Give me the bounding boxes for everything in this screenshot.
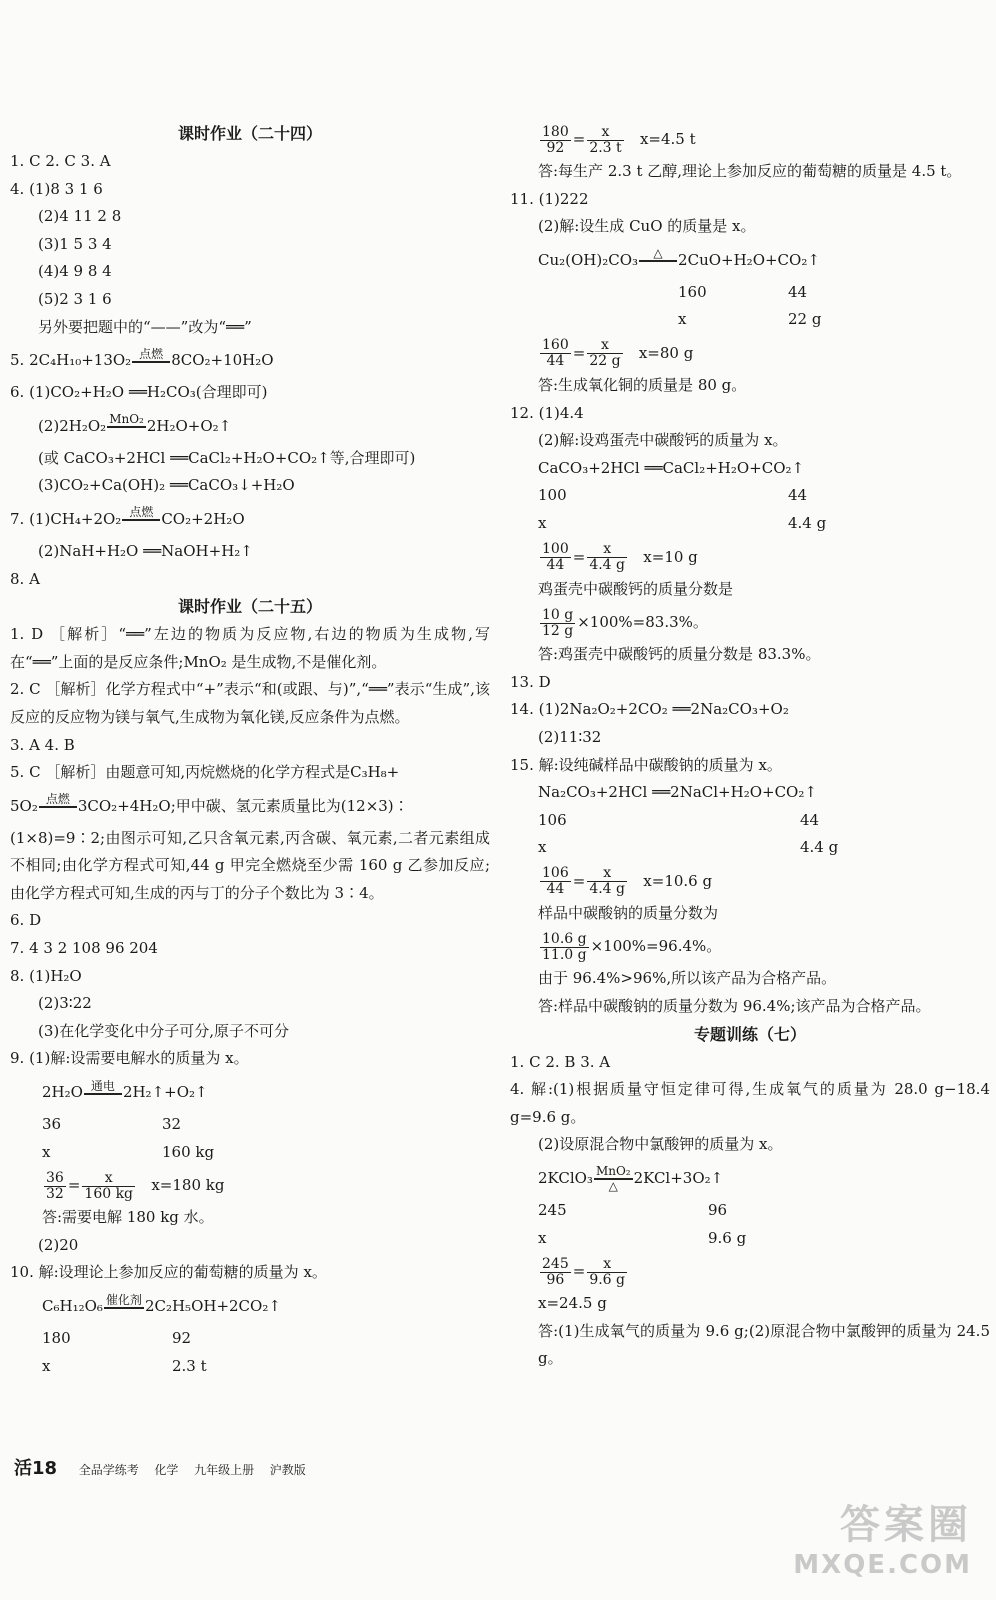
fraction-denominator: 2.3 t bbox=[589, 139, 622, 156]
equation-text: 8CO₂+10H₂O bbox=[171, 351, 274, 370]
fraction-numerator: 160 bbox=[542, 337, 569, 354]
fraction bbox=[540, 608, 575, 639]
reaction-equation bbox=[510, 241, 990, 279]
text-paragraph: 答:(1)生成氧气的质量为 9.6 g;(2)原混合物中氯酸钾的质量为 24.5 g。 bbox=[538, 1321, 990, 1368]
equation-cell: 245 bbox=[538, 1201, 567, 1220]
equation-row bbox=[10, 1325, 490, 1353]
equation-text: x=10 g bbox=[629, 547, 698, 566]
fraction-denominator: 11.0 g bbox=[542, 946, 587, 963]
reaction-condition bbox=[132, 348, 170, 375]
equation-cell: 96 bbox=[708, 1201, 728, 1220]
fraction-denominator: 4.4 g bbox=[589, 881, 625, 898]
equation-cell: 100 bbox=[538, 486, 567, 505]
equation-cell: 44 bbox=[788, 486, 808, 505]
condition-below bbox=[104, 1309, 144, 1321]
equation-cell: 44 bbox=[800, 810, 820, 829]
fraction-numerator: 106 bbox=[542, 865, 569, 882]
equation-cell: 4.4 g bbox=[788, 513, 827, 532]
equation-text: 2KCl+3O₂↑ bbox=[633, 1169, 724, 1188]
fraction bbox=[540, 932, 589, 963]
fraction bbox=[587, 866, 627, 897]
watermark bbox=[793, 1493, 972, 1580]
section-heading: 课时作业（二十四） bbox=[177, 124, 322, 143]
equation-cell: 180 bbox=[42, 1329, 71, 1347]
condition-above: MnO₂ bbox=[595, 1164, 631, 1179]
fraction bbox=[587, 1257, 627, 1288]
equation-text: = bbox=[572, 343, 586, 362]
text-line: (5)2 3 1 6 bbox=[38, 289, 112, 308]
text-paragraph: 5. C ［解析］由题意可知,丙烷燃烧的化学方程式是C₃H₈+ bbox=[10, 763, 400, 782]
text-line: 6. (1)CO₂+H₂O ══H₂CO₃(合理即可) bbox=[10, 383, 268, 402]
equation-text: x=10.6 g bbox=[629, 871, 713, 890]
equation-cell: x bbox=[42, 1356, 51, 1375]
fraction-numerator: 245 bbox=[542, 1255, 569, 1272]
fraction-denominator: 44 bbox=[546, 881, 565, 898]
condition-below bbox=[122, 521, 160, 533]
text-paragraph: (1×8)=9∶2;由图示可知,乙只含氧元素,丙含碳、氧元素,二者元素组成不相同;由化学方程式可知,44 g 甲完全燃烧至少需 160 g 乙参加反应;由化学方程式可知,生成的丙与丁的分子个数比为 3∶4。 bbox=[10, 828, 490, 902]
fraction-numerator: 100 bbox=[542, 541, 569, 558]
text-line: 9. (1)解:设需要电解水的质量为 x。 bbox=[10, 1049, 249, 1068]
text-line: 14. (1)2Na₂O₂+2CO₂ ══2Na₂CO₃+O₂ bbox=[510, 700, 789, 719]
equation-text: Cu₂(OH)₂CO₃ bbox=[538, 250, 639, 269]
fraction-denominator: 160 kg bbox=[84, 1185, 134, 1202]
text-paragraph: 4. 解:(1)根据质量守恒定律可得,生成氧气的质量为 28.0 g−18.4 g=9.6 g。 bbox=[510, 1080, 990, 1126]
text-line: (2)设原混合物中氯酸钾的质量为 x。 bbox=[538, 1135, 783, 1154]
reaction-condition bbox=[639, 247, 677, 274]
equation-row bbox=[510, 1197, 990, 1225]
fraction-denominator: 9.6 g bbox=[589, 1271, 625, 1288]
text-line: 鸡蛋壳中碳酸钙的质量分数是 bbox=[538, 579, 734, 598]
fraction bbox=[540, 866, 571, 897]
text-line: 1. C 2. C 3. A bbox=[10, 152, 111, 170]
equation-cell: x bbox=[678, 310, 687, 329]
text-line: 8. (1)H₂O bbox=[10, 966, 82, 985]
fraction-denominator: 32 bbox=[46, 1185, 64, 1202]
fraction-numerator: x bbox=[587, 125, 623, 141]
equation-text: 3CO₂+4H₂O;甲中碳、氢元素质量比为(12×3)∶ bbox=[77, 796, 409, 815]
text-line: 3. A 4. B bbox=[10, 735, 75, 754]
text-line: (2)11∶32 bbox=[538, 727, 602, 746]
equation-cell: 44 bbox=[788, 282, 808, 301]
fraction-denominator: 22 g bbox=[589, 353, 621, 370]
text-line: (3)CO₂+Ca(OH)₂ ══CaCO₃↓+H₂O bbox=[38, 476, 295, 495]
reaction-condition bbox=[107, 413, 146, 440]
text-line: (4)4 9 8 4 bbox=[38, 262, 112, 281]
equation-row bbox=[10, 1111, 490, 1139]
condition-above: 催化剂 bbox=[105, 1292, 142, 1307]
equation-text: 2H₂O+O₂↑ bbox=[146, 416, 232, 435]
equation-text: = bbox=[67, 1176, 81, 1195]
fraction-denominator: 4.4 g bbox=[589, 557, 625, 574]
text-line: 10. 解:设理论上参加反应的葡萄糖的质量为 x。 bbox=[10, 1263, 327, 1282]
reaction-equation bbox=[10, 1287, 490, 1325]
equation-text: 7. (1)CH₄+2O₂ bbox=[10, 509, 122, 528]
equation-text: ×100%=96.4%。 bbox=[590, 937, 722, 956]
fraction-equation bbox=[510, 1252, 990, 1290]
text-paragraph: 答:每生产 2.3 t 乙醇,理论上参加反应的葡萄糖的质量是 4.5 t。 bbox=[538, 162, 962, 180]
reaction-condition bbox=[84, 1080, 122, 1107]
equation-row bbox=[510, 482, 990, 510]
condition-below bbox=[84, 1095, 122, 1107]
equation-row bbox=[510, 1225, 990, 1253]
fraction bbox=[540, 338, 571, 369]
fraction-equation bbox=[510, 927, 990, 965]
equation-text: = bbox=[572, 130, 586, 148]
fraction-denominator: 92 bbox=[546, 139, 565, 156]
grade-label: 九年级上册 bbox=[194, 1463, 255, 1477]
equation-cell: x bbox=[538, 513, 547, 532]
text-line: 13. D bbox=[510, 672, 551, 691]
fraction-denominator: 12 g bbox=[542, 622, 574, 639]
text-line: 15. 解:设纯碱样品中碳酸钠的质量为 x。 bbox=[510, 755, 782, 774]
equation-cell: 4.4 g bbox=[800, 838, 839, 857]
text-line: 样品中碳酸钠的质量分数为 bbox=[538, 903, 719, 922]
equation-text: C₆H₁₂O₆ bbox=[42, 1297, 103, 1315]
page-number: 活18 bbox=[14, 1458, 58, 1479]
fraction-equation bbox=[510, 120, 990, 158]
text-line: (2)NaH+H₂O ══NaOH+H₂↑ bbox=[38, 541, 253, 560]
fraction-denominator: 44 bbox=[546, 353, 565, 370]
fraction-numerator: x bbox=[587, 1257, 627, 1273]
condition-above: MnO₂ bbox=[109, 412, 144, 427]
text-line: 答:生成氧化铜的质量是 80 g。 bbox=[538, 375, 747, 394]
fraction-numerator: 10.6 g bbox=[542, 930, 587, 947]
equation-cell: 2.3 t bbox=[172, 1356, 207, 1375]
equation-cell: 160 bbox=[678, 282, 707, 301]
reaction-equation bbox=[10, 500, 490, 538]
condition-below bbox=[39, 808, 77, 820]
text-paragraph: 1. D ［解析］“══”左边的物质为反应物,右边的物质为生成物,写在“══”上面的是反应条件;MnO₂ 是生成物,不是催化剂。 bbox=[10, 625, 490, 671]
equation-text: x=180 kg bbox=[137, 1176, 225, 1195]
equation-row bbox=[10, 1139, 490, 1167]
subject-label: 化学 bbox=[154, 1463, 179, 1477]
equation-cell: 92 bbox=[172, 1329, 192, 1347]
section-heading: 专题训练（七） bbox=[693, 1024, 806, 1044]
condition-above: △ bbox=[639, 247, 677, 262]
fraction bbox=[44, 1171, 66, 1202]
fraction-numerator: x bbox=[587, 338, 622, 354]
equation-text: x=4.5 t bbox=[625, 130, 696, 148]
text-line: x=24.5 g bbox=[538, 1294, 607, 1313]
reaction-equation bbox=[10, 341, 490, 379]
equation-text: ×100%=83.3%。 bbox=[577, 613, 708, 632]
fraction-equation bbox=[10, 1166, 490, 1204]
watermark-url: MXQE.COM bbox=[793, 1550, 972, 1580]
text-line: 答:需要电解 180 kg 水。 bbox=[42, 1208, 214, 1227]
fraction bbox=[82, 1171, 135, 1202]
equation-cell: 9.6 g bbox=[708, 1228, 747, 1247]
equation-text: = bbox=[572, 1262, 586, 1281]
equation-cell: 22 g bbox=[788, 310, 822, 329]
reaction-equation bbox=[10, 787, 490, 825]
fraction-equation bbox=[510, 334, 990, 372]
equation-cell: 160 kg bbox=[162, 1142, 215, 1161]
equation-cell: 36 bbox=[42, 1115, 62, 1134]
text-line: (2)解:设鸡蛋壳中碳酸钙的质量为 x。 bbox=[538, 431, 788, 450]
equation-row bbox=[510, 510, 990, 538]
equation-text: x=80 g bbox=[624, 343, 694, 362]
equation-row bbox=[510, 279, 990, 307]
condition-below bbox=[132, 363, 170, 375]
text-line: (2)4 11 2 8 bbox=[38, 207, 122, 226]
page-footer bbox=[14, 1454, 306, 1480]
fraction-numerator: 180 bbox=[542, 123, 569, 140]
reaction-equation bbox=[10, 407, 490, 445]
text-line: 由于 96.4%>96%,所以该产品为合格产品。 bbox=[538, 969, 837, 988]
fraction bbox=[540, 125, 571, 156]
reaction-condition bbox=[104, 1294, 144, 1321]
equation-row bbox=[510, 306, 990, 334]
text-line: 4. (1)8 3 1 6 bbox=[10, 179, 103, 198]
text-line: (3)在化学变化中分子可分,原子不可分 bbox=[38, 1021, 290, 1040]
fraction-denominator: 96 bbox=[546, 1271, 565, 1288]
book-title: 全品学练考 bbox=[78, 1463, 139, 1477]
left-column bbox=[10, 120, 490, 1380]
fraction-numerator: 10 g bbox=[542, 606, 574, 623]
text-line: 7. 4 3 2 108 96 204 bbox=[10, 939, 158, 958]
fraction bbox=[540, 542, 571, 573]
condition-below: △ bbox=[608, 1179, 618, 1194]
fraction-equation bbox=[510, 862, 990, 900]
equation-text: (2)2H₂O₂ bbox=[38, 416, 107, 435]
text-line: 答:鸡蛋壳中碳酸钙的质量分数是 83.3%。 bbox=[538, 645, 821, 664]
text-line: Na₂CO₃+2HCl ══2NaCl+H₂O+CO₂↑ bbox=[538, 783, 817, 802]
right-column bbox=[510, 120, 990, 1373]
text-line: (或 CaCO₃+2HCl ══CaCl₂+H₂O+CO₂↑等,合理即可) bbox=[38, 448, 416, 467]
equation-text: 2CuO+H₂O+CO₂↑ bbox=[678, 250, 820, 269]
watermark-brand: 答案圈 bbox=[840, 1502, 972, 1548]
fraction bbox=[587, 338, 622, 369]
condition-above: 通电 bbox=[84, 1080, 122, 1095]
equation-cell: x bbox=[42, 1142, 51, 1161]
reaction-condition bbox=[39, 793, 77, 820]
equation-text: 2H₂O bbox=[42, 1083, 83, 1102]
reaction-equation bbox=[510, 1159, 990, 1197]
condition-above: 点燃 bbox=[39, 793, 77, 808]
text-line: (2)20 bbox=[38, 1235, 79, 1254]
text-line: 另外要把题中的“——”改为“══” bbox=[38, 317, 252, 336]
reaction-condition bbox=[594, 1165, 633, 1193]
equation-text: 2KClO₃ bbox=[538, 1169, 593, 1188]
fraction bbox=[540, 1257, 571, 1288]
equation-text: 2H₂↑+O₂↑ bbox=[122, 1083, 208, 1102]
text-line: (3)1 5 3 4 bbox=[38, 234, 112, 253]
text-line: 6. D bbox=[10, 911, 42, 930]
fraction-numerator: 36 bbox=[46, 1169, 64, 1186]
text-line: (2)解:设生成 CuO 的质量是 x。 bbox=[538, 217, 756, 236]
equation-cell: x bbox=[538, 838, 547, 857]
equation-text: 5O₂ bbox=[10, 796, 38, 815]
equation-cell: x bbox=[538, 1228, 547, 1247]
reaction-condition bbox=[122, 506, 160, 533]
section-heading: 课时作业（二十五） bbox=[177, 597, 322, 617]
text-line: (2)3∶22 bbox=[38, 994, 92, 1013]
fraction-numerator: x bbox=[587, 866, 627, 882]
fraction-denominator: 44 bbox=[546, 557, 565, 574]
text-line: 答:样品中碳酸钠的质量分数为 96.4%;该产品为合格产品。 bbox=[538, 997, 931, 1016]
equation-text: CO₂+2H₂O bbox=[161, 509, 245, 528]
text-line: 12. (1)4.4 bbox=[510, 403, 584, 422]
fraction-equation bbox=[510, 538, 990, 576]
equation-cell: 106 bbox=[538, 810, 567, 829]
text-line: 11. (1)222 bbox=[510, 189, 589, 208]
fraction-numerator: x bbox=[587, 542, 627, 558]
reaction-equation bbox=[10, 1073, 490, 1111]
equation-row bbox=[10, 1353, 490, 1381]
fraction bbox=[587, 542, 627, 573]
equation-row bbox=[510, 834, 990, 862]
fraction-equation bbox=[510, 603, 990, 641]
condition-above: 点燃 bbox=[122, 506, 160, 521]
text-line: 1. C 2. B 3. A bbox=[510, 1052, 611, 1071]
text-line: 8. A bbox=[10, 569, 40, 588]
fraction bbox=[587, 125, 623, 156]
equation-text: 5. 2C₄H₁₀+13O₂ bbox=[10, 351, 132, 370]
condition-below bbox=[639, 262, 677, 274]
equation-row bbox=[510, 807, 990, 835]
condition-below bbox=[107, 428, 146, 440]
equation-cell: 32 bbox=[162, 1115, 182, 1134]
text-line: CaCO₃+2HCl ══CaCl₂+H₂O+CO₂↑ bbox=[538, 458, 805, 477]
equation-text: 2C₂H₅OH+2CO₂↑ bbox=[144, 1297, 281, 1315]
equation-text: = bbox=[572, 547, 586, 566]
condition-above: 点燃 bbox=[132, 348, 170, 363]
fraction-numerator: x bbox=[82, 1171, 135, 1187]
text-paragraph: 2. C ［解析］化学方程式中“+”表示“和(或跟、与)”,“══”表示“生成”,该反应的反应物为镁与氧气,生成物为氧化镁,反应条件为点燃。 bbox=[10, 680, 490, 726]
edition-label: 沪教版 bbox=[269, 1463, 306, 1477]
equation-text: = bbox=[572, 871, 586, 890]
